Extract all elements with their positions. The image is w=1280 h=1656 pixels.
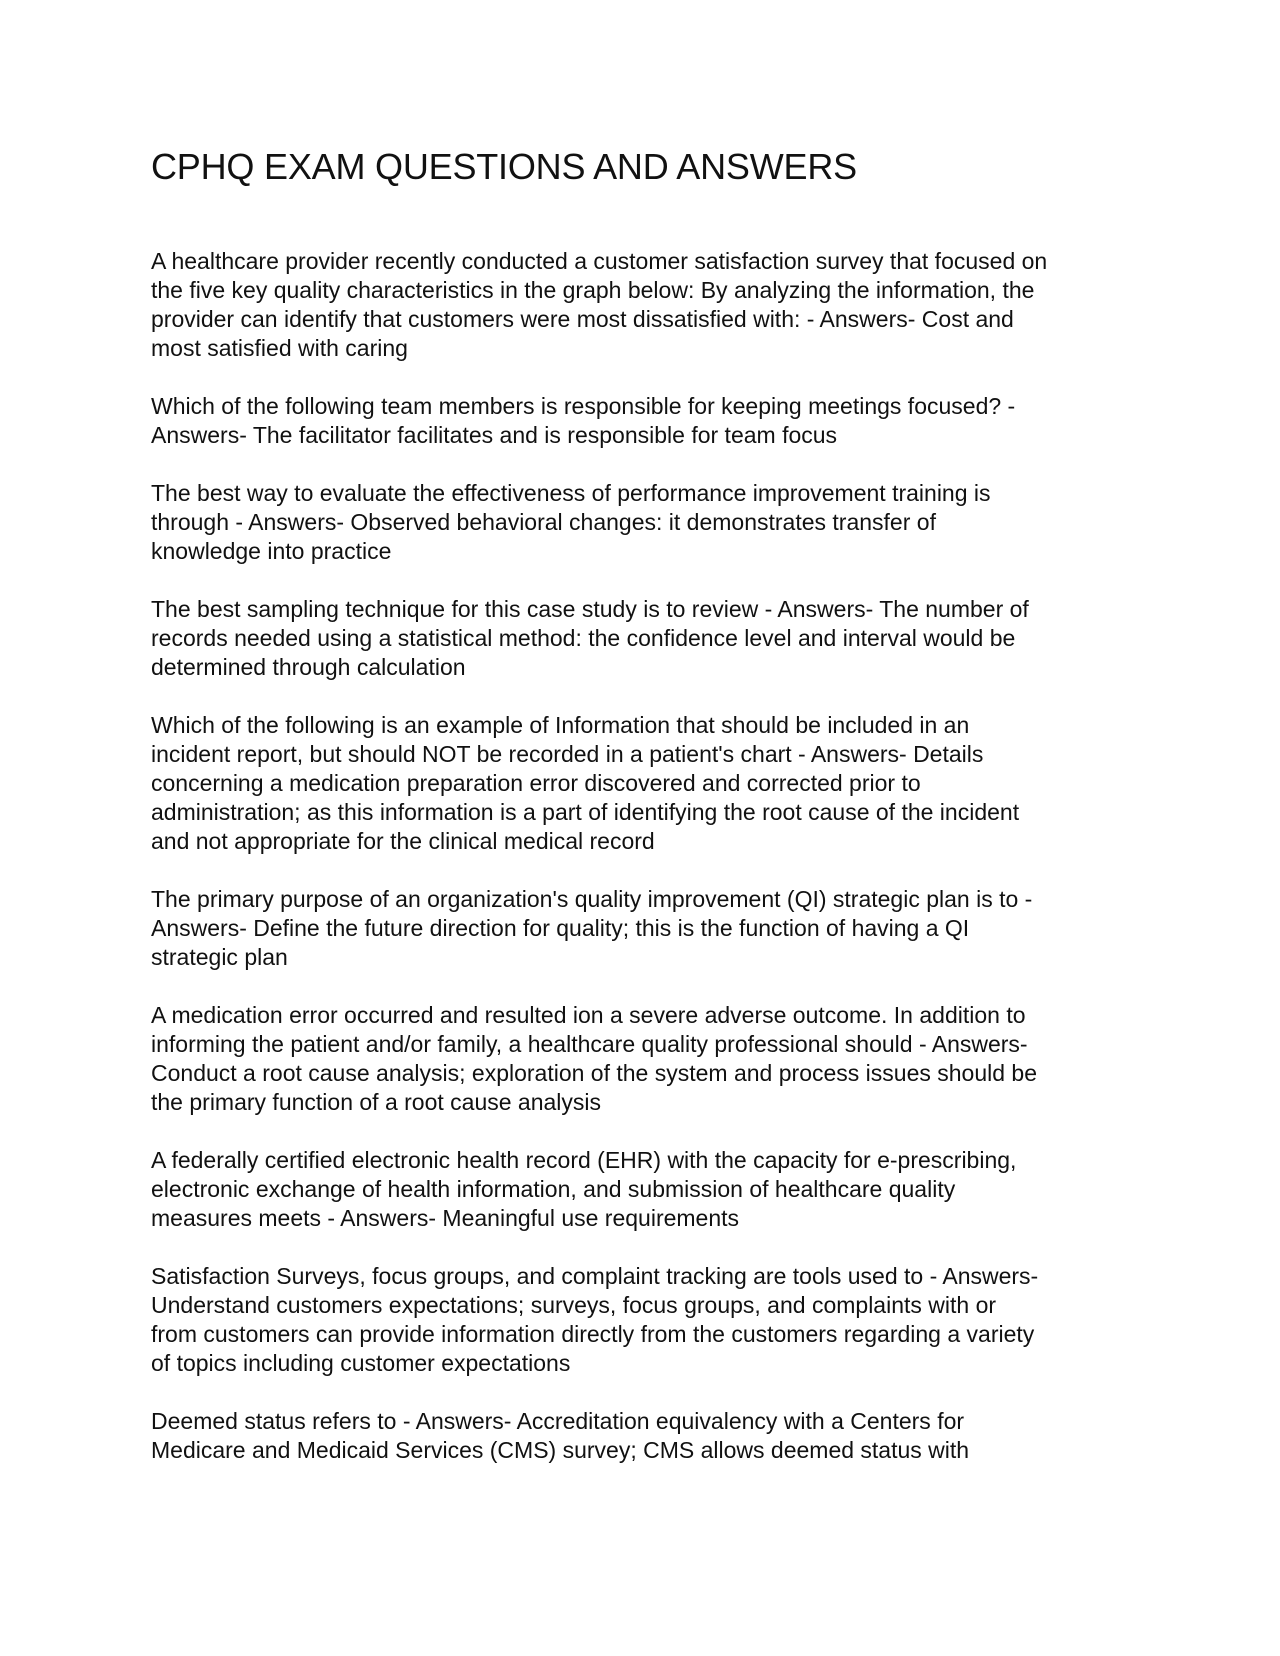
qa-entry-8: A federally certified electronic health record (EHR) with the capacity for e-prescribing, electronic exchange of health information, and submission of healthcare quality measures meets - Answers- Meaningful use requirements xyxy=(151,1147,1017,1231)
qa-entry-1: A healthcare provider recently conducted a customer satisfaction survey that focused on the five key quality characteristics in the graph below: By analyzing the information, the provider can identify that customers were most dissatisfied with: - Answers- Cost and most satisfied with caring xyxy=(151,248,1048,361)
qa-entry-3: The best way to evaluate the effectiveness of performance improvement training is through - Answers- Observed behavioral changes: it demonstrates transfer of knowledge into practice xyxy=(151,480,991,564)
document-title: CPHQ EXAM QUESTIONS AND ANSWERS xyxy=(151,146,857,187)
document-page xyxy=(151,145,1141,1494)
qa-entry-6: The primary purpose of an organization's quality improvement (QI) strategic plan is to - Answers- Define the future direction for quality; this is the function of having a QI strategic plan xyxy=(151,886,1033,970)
qa-list xyxy=(151,247,1141,1465)
qa-entry-2: Which of the following team members is responsible for keeping meetings focused? - Answers- The facilitator facilitates and is responsible for team focus xyxy=(151,393,1016,448)
qa-entry-9: Satisfaction Surveys, focus groups, and complaint tracking are tools used to - Answers- Understand customers expectations; surveys, focus groups, and complaints with or from customers can provide information directly from the customers regarding a variety of topics including customer expectations xyxy=(151,1263,1039,1376)
qa-entry-10: Deemed status refers to - Answers- Accreditation equivalency with a Centers for Medicare and Medicaid Services (CMS) survey; CMS allows deemed status with xyxy=(151,1408,970,1463)
qa-entry-5: Which of the following is an example of Information that should be included in an incident report, but should NOT be recorded in a patient's chart - Answers- Details concerning a medication preparation error discovered and corrected prior to administration; as this information is a part of identifying the root cause of the incident and not appropriate for the clinical medical record xyxy=(151,712,1020,854)
qa-entry-4: The best sampling technique for this case study is to review - Answers- The number of records needed using a statistical method: the confidence level and interval would be determined through calculation xyxy=(151,596,1029,680)
qa-entry-7: A medication error occurred and resulted ion a severe adverse outcome. In addition to informing the patient and/or family, a healthcare quality professional should - Answers- Conduct a root cause analysis; exploration of the system and process issues should be the primary function of a root cause analysis xyxy=(151,1002,1037,1115)
